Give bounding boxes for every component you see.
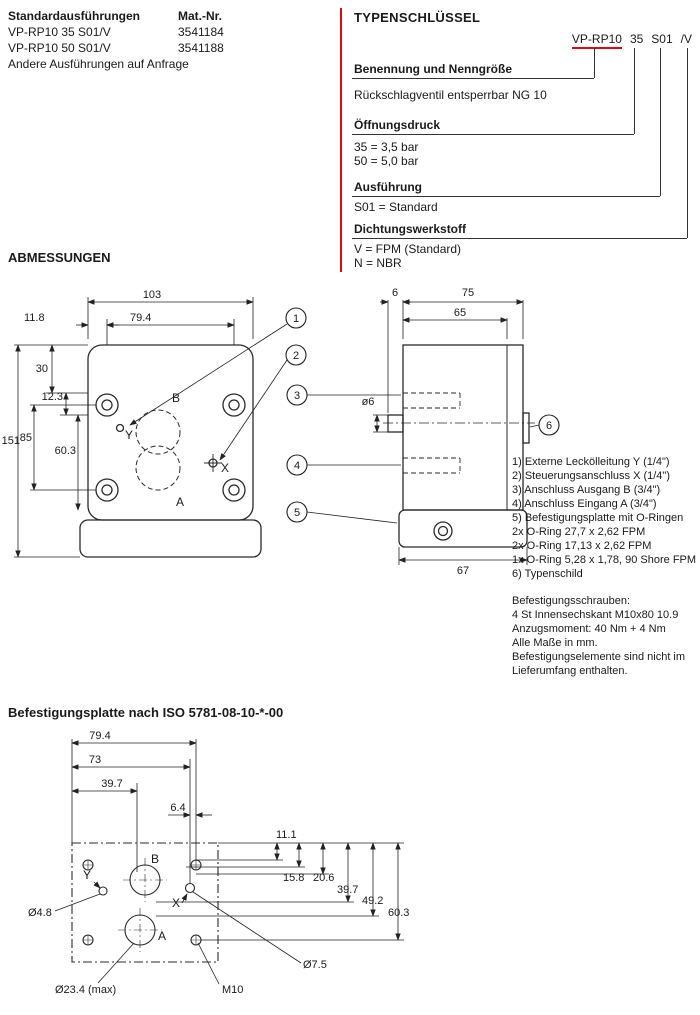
material-number: 3541188 [178, 41, 224, 55]
side-hidden-lines [403, 393, 460, 473]
typenschluessel-title: TYPENSCHLÜSSEL [354, 10, 481, 25]
legend-item: 2) Steuerungsanschluss X (1/4") [512, 470, 670, 482]
dim-60-3: 60.3 [388, 907, 410, 919]
code-field-value: N = NBR [354, 256, 402, 270]
side-screw-hole [434, 522, 452, 540]
side-port-nub [388, 415, 403, 432]
legend-item: 5) Befestigungsplatte mit O-Ringen [512, 512, 684, 524]
typenschluessel-section [340, 8, 696, 272]
front-view [80, 345, 261, 557]
standard-versions-title: Standardausführungen [8, 9, 141, 23]
side-body-outline [403, 345, 523, 510]
code-field-value: Rückschlagventil entsperrbar NG 10 [354, 88, 547, 102]
dim-15-8: 15.8 [283, 872, 305, 884]
type-code-seal: /V [680, 32, 692, 46]
side-base-plate-outline [399, 510, 527, 547]
dia-23-4-label: Ø23.4 (max) [55, 984, 117, 996]
dim-hole-spacing-x: 79.4 [130, 312, 152, 324]
front-port-circles [136, 410, 180, 490]
callout-2-number: 2 [292, 350, 300, 362]
plate-dimension-lines [72, 739, 404, 940]
code-field-value: 35 = 3,5 bar [354, 140, 419, 154]
code-field-value: 50 = 5,0 bar [354, 154, 419, 168]
side-typeplate-tab [523, 413, 529, 443]
dim-49-2: 49.2 [362, 895, 384, 907]
dia-7-5-label: Ø7.5 [303, 959, 327, 971]
port-y-label: Y [83, 868, 92, 882]
dim-75: 75 [461, 287, 475, 299]
front-body-outline [88, 345, 253, 520]
dim-151: 151 [1, 435, 20, 447]
abmessungen-title: ABMESSUNGEN [8, 250, 111, 265]
dia-4-8-label: Ø4.8 [28, 907, 52, 919]
port-x-label: X [172, 896, 181, 910]
legend [512, 455, 696, 678]
dim-12-3: 12.3 [41, 391, 63, 403]
mounting-plate-drawing [0, 726, 700, 1015]
front-callouts [130, 308, 306, 460]
code-field-label: Öffnungsdruck [354, 118, 440, 132]
legend-note: 4 St Innensechskant M10x80 10.9 [512, 609, 679, 621]
legend-note: Lieferumfang enthalten. [512, 665, 628, 677]
callout-3-number: 3 [293, 390, 301, 402]
dim-65: 65 [453, 307, 467, 319]
legend-item: 1x O-Ring 5,28 x 1,78, 90 Shore FPM [512, 554, 697, 566]
dim-73: 73 [88, 754, 102, 766]
type-code-pressure: 35 [629, 32, 644, 46]
dim-85: 85 [19, 432, 32, 444]
dim-39-7-side: 39.7 [337, 884, 359, 896]
mounting-plate-title: Befestigungsplatte nach ISO 5781-08-10-*-00 [8, 705, 284, 720]
code-connector-line [594, 48, 595, 78]
m10-label: M10 [222, 984, 244, 996]
legend-item: 2x O-Ring 27,7 x 2,62 FPM [512, 526, 646, 538]
code-field-label: Benennung und Nenngröße [354, 62, 512, 76]
code-field-value: S01 = Standard [354, 200, 438, 214]
code-connector-line [687, 48, 688, 238]
legend-item: 6) Typenschild [512, 568, 583, 580]
callout-6-number: 6 [545, 420, 553, 432]
port-a-label: A [176, 495, 185, 509]
port-y-hole [99, 887, 107, 895]
mat-nr-column-header: Mat.-Nr. [178, 9, 223, 23]
plate-labels [28, 730, 409, 996]
legend-note: Befestigungselemente sind nicht im [512, 651, 686, 663]
code-connector-line [660, 48, 661, 196]
material-number: 3541184 [178, 25, 224, 39]
center-marks [83, 858, 201, 952]
port-y-hole [117, 425, 124, 432]
code-connector-line [634, 48, 635, 134]
code-connector-line [352, 238, 687, 239]
front-base-plate-outline [80, 520, 261, 557]
dim-20-6: 20.6 [313, 872, 335, 884]
plate-mounting-holes [83, 860, 201, 945]
port-x-mark [204, 454, 222, 472]
standard-versions-section [8, 8, 330, 72]
dim-30: 30 [35, 363, 48, 375]
port-b-label: B [151, 852, 160, 866]
legend-item: 3) Anschluss Ausgang B (3/4") [512, 484, 661, 496]
dim-overall-width: 103 [142, 289, 162, 301]
code-connector-line [352, 134, 634, 135]
callout-5-number: 5 [293, 507, 301, 519]
dim-6-4: 6.4 [170, 802, 186, 814]
legend-item: 2x O-Ring 17,13 x 2,62 FPM [512, 540, 652, 552]
port-b-label: B [172, 391, 181, 405]
port-y-label: Y [125, 428, 134, 442]
code-field-label: Dichtungswerkstoff [354, 222, 467, 236]
dim-39-7-top: 39.7 [101, 778, 123, 790]
legend-spacer [512, 581, 696, 594]
port-x-label: X [221, 461, 230, 475]
dim-edge-to-hole: 11.8 [24, 312, 45, 324]
code-field-label: Ausführung [354, 180, 422, 194]
callout-1-number: 1 [292, 313, 300, 325]
legend-note: Befestigungsschrauben: [512, 595, 631, 607]
type-designation: VP-RP10 50 S01/V [8, 41, 111, 55]
type-code-model: VP-RP10 [572, 32, 622, 49]
dim-6: 6 [391, 287, 399, 299]
front-view-labels [2, 289, 229, 509]
type-designation: VP-RP10 35 S01/V [8, 25, 111, 39]
front-mounting-holes [96, 394, 245, 501]
port-x-hole [186, 884, 195, 893]
code-connector-line [352, 78, 594, 79]
dim-79-4: 79.4 [89, 730, 111, 742]
code-field-value: V = FPM (Standard) [354, 242, 462, 256]
other-versions-note: Andere Ausführungen auf Anfrage [8, 57, 189, 71]
code-connector-line [352, 196, 660, 197]
dim-60-3: 60.3 [54, 445, 76, 457]
callout-4-number: 4 [293, 460, 301, 472]
legend-note: Alle Maße in mm. [512, 637, 598, 649]
port-a-label: A [158, 929, 167, 943]
dim-11-1: 11.1 [276, 829, 297, 841]
front-view-dimension-lines [14, 297, 253, 557]
legend-item: 1) Externe Leckölleitung Y (1/4") [512, 456, 670, 468]
dim-67: 67 [456, 565, 470, 577]
type-code-version: S01 [651, 32, 673, 46]
legend-note: Anzugsmoment: 40 Nm + 4 Nm [512, 623, 666, 635]
dim-port-diameter: ø6 [361, 396, 375, 408]
type-code [572, 32, 692, 49]
legend-item: 4) Anschluss Eingang A (3/4") [512, 498, 657, 510]
